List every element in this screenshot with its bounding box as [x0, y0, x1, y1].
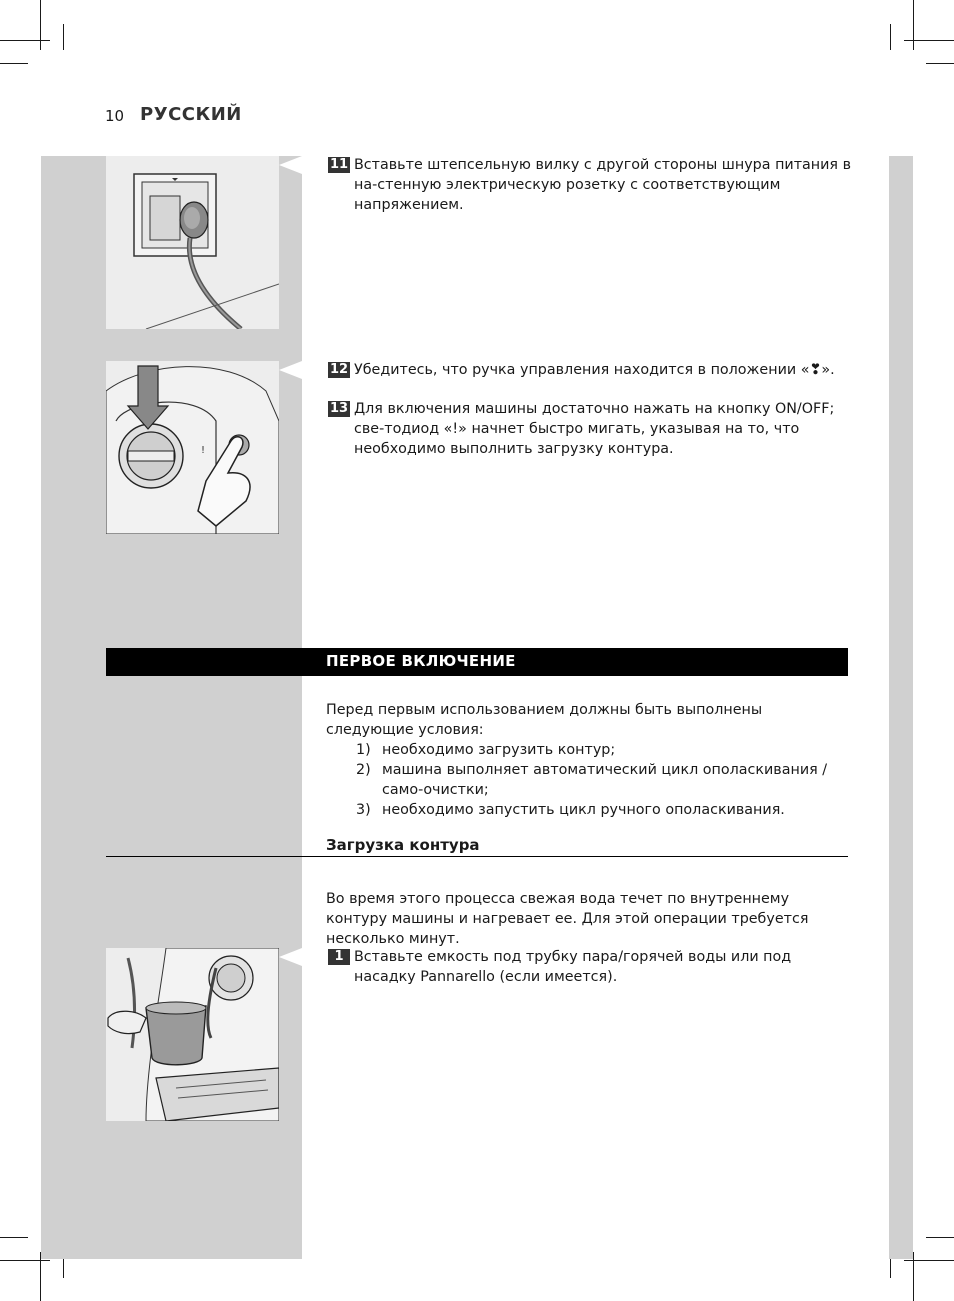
step-number-badge: 11	[329, 157, 349, 172]
list-item	[326, 740, 854, 760]
list-item-number: 3)	[356, 802, 371, 818]
step-11	[328, 155, 853, 215]
wall-socket-plug-icon	[106, 156, 279, 329]
illustration-pointer	[279, 361, 302, 379]
machine-knob-button-press-icon	[106, 361, 279, 534]
right-margin-band	[889, 156, 913, 1259]
step-text: Для включения машины достаточно нажать на кнопку ON/OFF; све-тодиод «!» начнет быстро мигать, указывая на то, что необходимо выполнить загрузку контура.	[354, 401, 835, 457]
list-item-text: необходимо запустить цикл ручного ополаскивания.	[382, 802, 785, 818]
page-number: 10	[105, 107, 125, 125]
step-12	[328, 360, 853, 380]
illustration-pointer	[279, 948, 302, 966]
steam-wand-pitcher-icon	[106, 948, 279, 1121]
step-number-badge: 12	[329, 362, 349, 377]
list-item-text: машина выполняет автоматический цикл ополаскивания /само-очистки;	[382, 762, 828, 798]
subsection-paragraph: Во время этого процесса свежая вода течет по внутреннему контуру машины и нагревает ее. Для этой операции требуется несколько минут.	[326, 891, 809, 947]
crop-mark	[63, 24, 64, 50]
step-number-badge: 1	[328, 949, 350, 965]
crop-mark	[926, 63, 954, 64]
step-number-badge: 13	[329, 401, 349, 416]
crop-mark	[890, 24, 891, 50]
crop-mark	[904, 1260, 954, 1261]
svg-text:!: !	[201, 445, 206, 456]
crop-mark	[913, 1252, 914, 1301]
list-item	[326, 760, 854, 800]
step-text: Убедитесь, что ручка управления находится в положении «❣».	[354, 362, 835, 378]
list-item-number: 2)	[356, 762, 371, 778]
conditions-list	[326, 740, 854, 820]
step-13	[328, 399, 853, 459]
list-item-text: необходимо загрузить контур;	[382, 742, 616, 758]
crop-mark	[0, 40, 50, 41]
crop-mark	[0, 1260, 50, 1261]
step-1	[328, 947, 853, 987]
crop-mark	[913, 0, 914, 50]
intro-paragraph: Перед первым использованием должны быть выполнены следующие условия:	[326, 702, 763, 738]
list-item	[326, 800, 854, 820]
subsection-title: Загрузка контура	[326, 836, 480, 854]
language-title: РУССКИЙ	[140, 104, 242, 125]
step-text: Вставьте штепсельную вилку с другой стороны шнура питания в на-стенную электрическую розетку с соответствующим напряжением.	[354, 157, 852, 213]
subsection-rule	[106, 856, 848, 857]
crop-mark	[926, 1237, 954, 1238]
crop-mark	[904, 40, 954, 41]
list-item-number: 1)	[356, 742, 371, 758]
crop-mark	[0, 1237, 28, 1238]
section-header-bar	[106, 648, 848, 676]
crop-mark	[40, 0, 41, 50]
illustration-pointer	[279, 156, 302, 174]
section-title: ПЕРВОЕ ВКЛЮЧЕНИЕ	[326, 652, 516, 670]
crop-mark	[40, 1252, 41, 1301]
step-text: Вставьте емкость под трубку пара/горячей воды или под насадку Pannarello (если имеется).	[354, 949, 792, 985]
crop-mark	[0, 63, 28, 64]
